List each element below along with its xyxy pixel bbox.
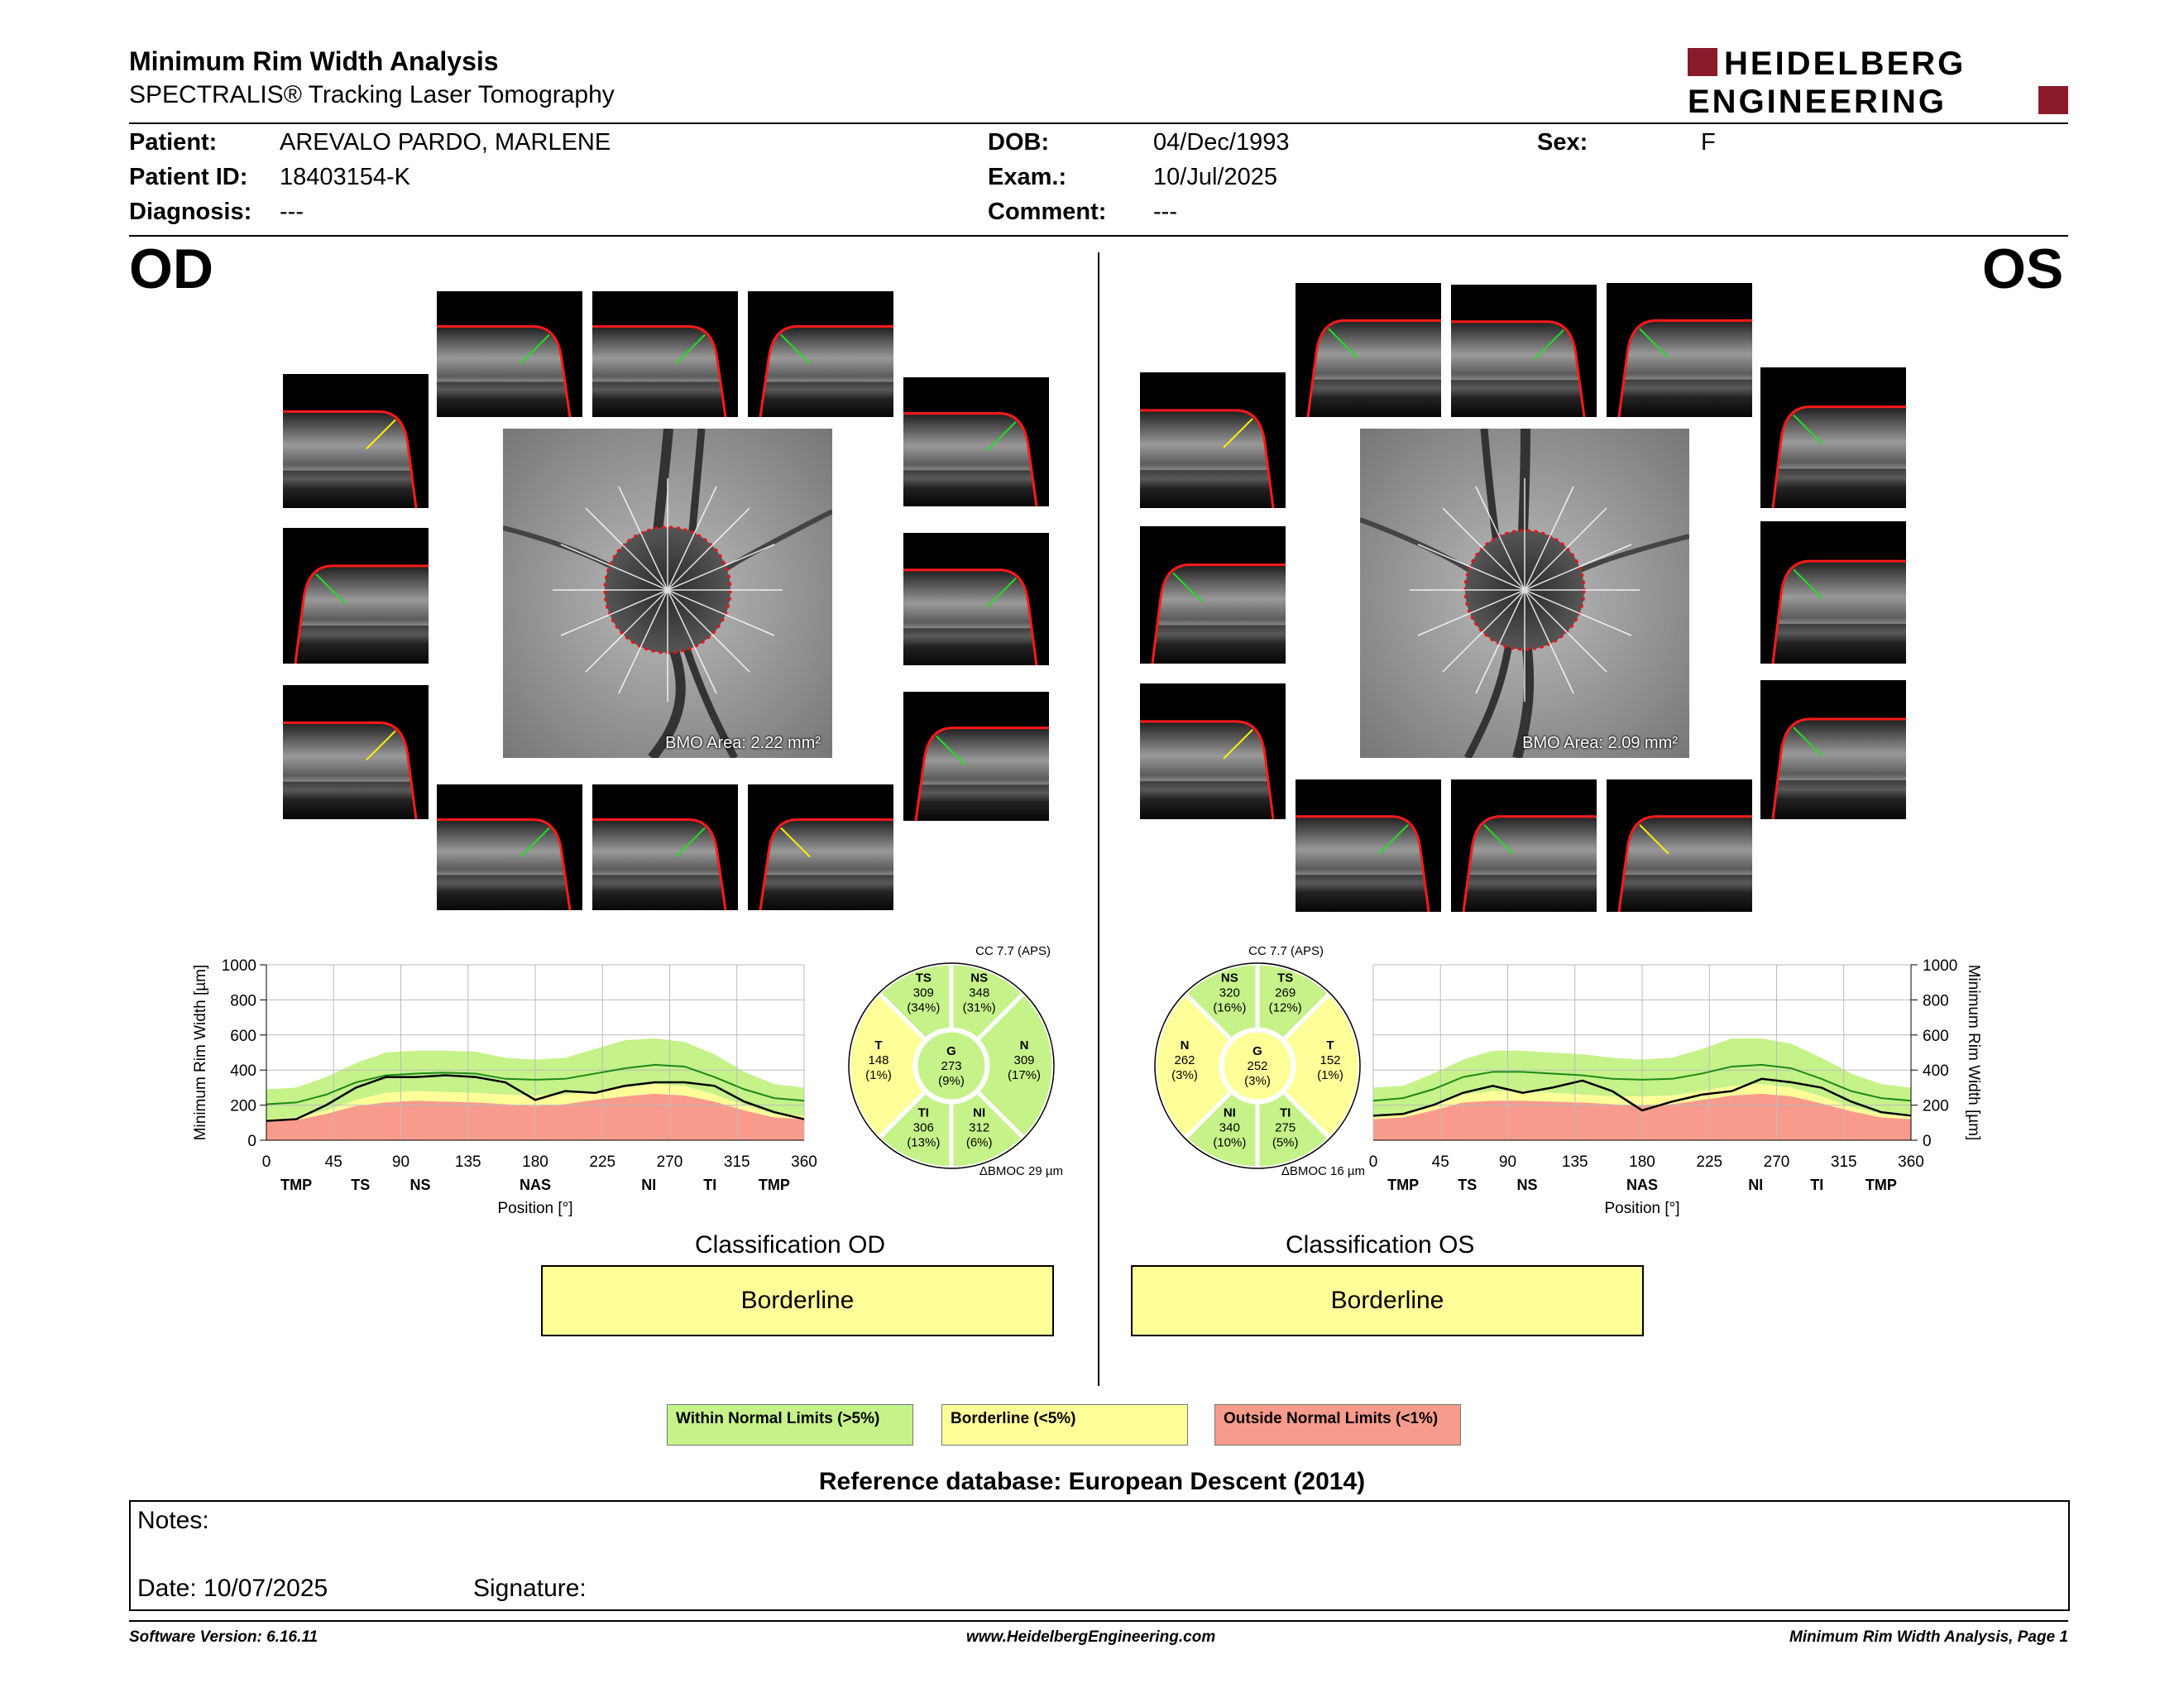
y-tick-label: 400 bbox=[230, 1062, 256, 1081]
x-tick-label: 135 bbox=[454, 1153, 481, 1171]
sector-percentile: (9%) bbox=[938, 1074, 965, 1088]
sector-value: 348 bbox=[969, 985, 990, 1000]
y-tick-label: 1000 bbox=[1923, 957, 1958, 975]
sector-percentile: (17%) bbox=[1007, 1068, 1042, 1082]
sector-value: 312 bbox=[969, 1120, 990, 1135]
patient-name: AREVALO PARDO, MARLENE bbox=[280, 129, 611, 156]
sector-name: G bbox=[1252, 1044, 1262, 1058]
patient-id: 18403154-K bbox=[280, 164, 411, 190]
y-tick-label: 800 bbox=[230, 992, 256, 1010]
sector-name: T bbox=[1326, 1038, 1334, 1053]
os-mrw-chart bbox=[1365, 950, 2010, 1223]
sector-name: NI bbox=[1223, 1105, 1236, 1120]
oct-bscan-image bbox=[903, 377, 1049, 506]
oct-bscan-image bbox=[903, 533, 1049, 665]
sector-axis-label: TMP bbox=[1865, 1177, 1897, 1193]
diagnosis-label: Diagnosis: bbox=[129, 199, 252, 225]
sector-axis-label: TI bbox=[703, 1177, 717, 1193]
dob-value: 04/Dec/1993 bbox=[1153, 129, 1290, 156]
page-label: Minimum Rim Width Analysis, Page 1 bbox=[1789, 1628, 2068, 1646]
sector-value: 269 bbox=[1275, 985, 1296, 1000]
x-tick-label: 135 bbox=[1561, 1153, 1588, 1171]
notes-box[interactable] bbox=[129, 1500, 2070, 1611]
sector-percentile: (31%) bbox=[962, 1000, 996, 1015]
y-tick-label: 0 bbox=[247, 1133, 256, 1150]
svg-text:ENGINEERING: ENGINEERING bbox=[1688, 84, 1947, 117]
sector-name: TS bbox=[915, 971, 932, 985]
x-tick-label: 180 bbox=[1629, 1153, 1655, 1171]
sector-axis-label: TMP bbox=[1387, 1177, 1420, 1193]
cc-label: CC 7.7 (APS) bbox=[1248, 944, 1324, 958]
oct-bscan-image bbox=[283, 685, 429, 819]
patient-id-label: Patient ID: bbox=[129, 164, 248, 190]
x-tick-label: 180 bbox=[522, 1153, 548, 1171]
x-tick-label: 0 bbox=[261, 1153, 271, 1171]
x-tick-label: 270 bbox=[656, 1153, 683, 1171]
sector-percentile: (1%) bbox=[865, 1068, 892, 1082]
y-tick-label: 600 bbox=[1923, 1027, 1949, 1045]
oct-bscan-image bbox=[1140, 683, 1286, 819]
oct-bscan-image bbox=[1296, 283, 1441, 417]
sex-label: Sex: bbox=[1537, 129, 1588, 156]
sector-axis-label: NI bbox=[1748, 1177, 1764, 1193]
comment-value: --- bbox=[1153, 199, 1177, 225]
sector-value: 275 bbox=[1275, 1120, 1296, 1135]
diagnosis-value: --- bbox=[280, 199, 304, 225]
sector-name: NS bbox=[1220, 971, 1238, 985]
sector-axis-label: TS bbox=[1458, 1177, 1478, 1193]
sector-percentile: (12%) bbox=[1268, 1000, 1302, 1015]
sector-name: TI bbox=[1280, 1105, 1291, 1120]
y-tick-label: 200 bbox=[230, 1097, 256, 1115]
footer-divider bbox=[129, 1620, 2068, 1622]
sector-value: 320 bbox=[1219, 985, 1240, 1000]
oct-bscan-image bbox=[592, 784, 738, 910]
x-axis-title: Position [°] bbox=[497, 1200, 573, 1217]
oct-bscan-image bbox=[1140, 372, 1286, 508]
sector-name: NI bbox=[973, 1105, 986, 1120]
oct-bscan-image bbox=[903, 692, 1049, 821]
website-link[interactable]: www.HeidelbergEngineering.com bbox=[966, 1628, 1216, 1646]
os-classification-box: Borderline bbox=[1131, 1265, 1644, 1336]
od-label: OD bbox=[129, 237, 213, 300]
sector-axis-label: TMP bbox=[280, 1177, 313, 1193]
sector-percentile: (10%) bbox=[1213, 1135, 1247, 1150]
sector-axis-label: NS bbox=[1516, 1177, 1538, 1193]
bmoc-label: ΔBMOC 16 µm bbox=[1281, 1164, 1365, 1178]
y-tick-label: 0 bbox=[1923, 1133, 1932, 1150]
x-tick-label: 360 bbox=[791, 1153, 817, 1171]
oct-bscan-image bbox=[1140, 526, 1286, 664]
oct-bscan-image bbox=[1607, 779, 1752, 912]
sector-value: 152 bbox=[1320, 1053, 1341, 1067]
x-tick-label: 315 bbox=[1830, 1153, 1857, 1171]
software-version: Software Version: 6.16.11 bbox=[129, 1628, 318, 1646]
x-tick-label: 90 bbox=[1498, 1153, 1517, 1171]
sector-name: TS bbox=[1277, 971, 1294, 985]
oct-bscan-image bbox=[1760, 521, 1906, 664]
legend-normal: Within Normal Limits (>5%) bbox=[667, 1404, 913, 1446]
report-title: Minimum Rim Width Analysis bbox=[129, 46, 499, 76]
y-tick-label: 600 bbox=[230, 1027, 256, 1045]
oct-bscan-image bbox=[748, 784, 893, 910]
od-fundus-image bbox=[503, 429, 832, 758]
date-label: Date: 10/07/2025 bbox=[137, 1575, 328, 1602]
signature-label: Signature: bbox=[473, 1575, 587, 1602]
sector-percentile: (1%) bbox=[1317, 1068, 1343, 1082]
sector-value: 273 bbox=[941, 1059, 962, 1073]
oct-bscan-image bbox=[437, 784, 582, 910]
x-tick-label: 270 bbox=[1763, 1153, 1790, 1171]
notes-label: Notes: bbox=[137, 1507, 209, 1534]
bmoc-label: ΔBMOC 29 µm bbox=[979, 1164, 1063, 1178]
sector-value: 252 bbox=[1247, 1059, 1268, 1073]
os-fundus-image bbox=[1360, 429, 1689, 758]
center-divider bbox=[1098, 252, 1099, 1386]
sector-name: TI bbox=[917, 1105, 929, 1120]
sector-value: 306 bbox=[912, 1120, 934, 1135]
x-tick-label: 0 bbox=[1368, 1153, 1378, 1171]
sector-value: 148 bbox=[868, 1053, 889, 1067]
svg-text:HEIDELBERG: HEIDELBERG bbox=[1724, 46, 1966, 82]
patient-divider bbox=[129, 235, 2068, 237]
sector-name: G bbox=[946, 1044, 956, 1058]
reference-database: Reference database: European Descent (2014) bbox=[818, 1468, 1366, 1495]
oct-bscan-image bbox=[1760, 367, 1906, 508]
x-axis-title: Position [°] bbox=[1604, 1200, 1680, 1217]
sector-name: NS bbox=[970, 971, 989, 985]
sector-percentile: (6%) bbox=[965, 1135, 993, 1150]
od-mrw-chart bbox=[190, 950, 836, 1223]
y-tick-label: 800 bbox=[1923, 992, 1949, 1010]
x-tick-label: 45 bbox=[324, 1153, 342, 1171]
heidelberg-logo bbox=[1688, 43, 2068, 117]
sector-percentile: (5%) bbox=[1272, 1135, 1299, 1150]
comment-label: Comment: bbox=[988, 199, 1107, 225]
od-bmo-area: BMO Area: 2.22 mm² bbox=[665, 734, 821, 752]
x-tick-label: 225 bbox=[1696, 1153, 1723, 1171]
od-classification-title: Classification OD bbox=[695, 1231, 886, 1259]
y-tick-label: 200 bbox=[1923, 1097, 1949, 1115]
y-axis-title: Minimum Rim Width [µm] bbox=[192, 964, 209, 1141]
sector-name: T bbox=[874, 1038, 883, 1053]
oct-bscan-image bbox=[283, 528, 429, 664]
legend-borderline: Borderline (<5%) bbox=[941, 1404, 1188, 1446]
sector-axis-label: TS bbox=[351, 1177, 371, 1193]
os-label: OS bbox=[1982, 237, 2064, 300]
x-tick-label: 360 bbox=[1898, 1153, 1924, 1171]
exam-label: Exam.: bbox=[988, 164, 1067, 190]
sector-percentile: (13%) bbox=[907, 1135, 941, 1150]
x-tick-label: 45 bbox=[1431, 1153, 1449, 1171]
oct-bscan-image bbox=[1607, 283, 1752, 417]
sex-value: F bbox=[1701, 129, 1716, 156]
sector-value: 340 bbox=[1219, 1120, 1240, 1135]
y-axis-title: Minimum Rim Width [µm] bbox=[1965, 964, 1982, 1141]
x-tick-label: 315 bbox=[723, 1153, 750, 1171]
sector-axis-label: NAS bbox=[519, 1177, 552, 1193]
sector-axis-label: NS bbox=[410, 1177, 431, 1193]
sector-axis-label: NI bbox=[641, 1177, 657, 1193]
x-tick-label: 90 bbox=[391, 1153, 410, 1171]
oct-bscan-image bbox=[1451, 285, 1597, 417]
os-classification-title: Classification OS bbox=[1286, 1231, 1475, 1259]
sector-percentile: (16%) bbox=[1213, 1000, 1247, 1015]
header-divider bbox=[129, 122, 2068, 124]
sector-percentile: (3%) bbox=[1244, 1074, 1271, 1088]
sector-name: N bbox=[1180, 1038, 1190, 1053]
oct-bscan-image bbox=[748, 291, 893, 417]
sector-value: 309 bbox=[1013, 1053, 1035, 1067]
oct-bscan-image bbox=[437, 291, 582, 417]
exam-value: 10/Jul/2025 bbox=[1153, 164, 1277, 190]
os-bmo-area: BMO Area: 2.09 mm² bbox=[1522, 734, 1678, 752]
oct-bscan-image bbox=[1760, 680, 1906, 819]
sector-axis-label: TI bbox=[1810, 1177, 1824, 1193]
sector-value: 262 bbox=[1174, 1053, 1195, 1067]
x-tick-label: 225 bbox=[589, 1153, 616, 1171]
oct-bscan-image bbox=[283, 374, 429, 508]
sector-name: N bbox=[1019, 1038, 1029, 1053]
report-subtitle: SPECTRALIS® Tracking Laser Tomography bbox=[129, 81, 615, 108]
cc-label: CC 7.7 (APS) bbox=[975, 944, 1051, 958]
os-sector-diagram bbox=[1133, 943, 1382, 1183]
sector-axis-label: TMP bbox=[758, 1177, 790, 1193]
oct-bscan-image bbox=[1296, 779, 1441, 912]
legend-outside: Outside Normal Limits (<1%) bbox=[1214, 1404, 1461, 1446]
sector-value: 309 bbox=[912, 985, 934, 1000]
sector-percentile: (34%) bbox=[907, 1000, 941, 1015]
oct-bscan-image bbox=[1451, 779, 1597, 912]
sector-percentile: (3%) bbox=[1171, 1068, 1198, 1082]
dob-label: DOB: bbox=[988, 129, 1050, 156]
od-sector-diagram bbox=[827, 943, 1075, 1183]
patient-label: Patient: bbox=[129, 129, 218, 156]
y-tick-label: 1000 bbox=[221, 957, 256, 975]
oct-bscan-image bbox=[592, 291, 738, 417]
y-tick-label: 400 bbox=[1923, 1062, 1949, 1081]
sector-axis-label: NAS bbox=[1626, 1177, 1659, 1193]
od-classification-box: Borderline bbox=[541, 1265, 1054, 1336]
